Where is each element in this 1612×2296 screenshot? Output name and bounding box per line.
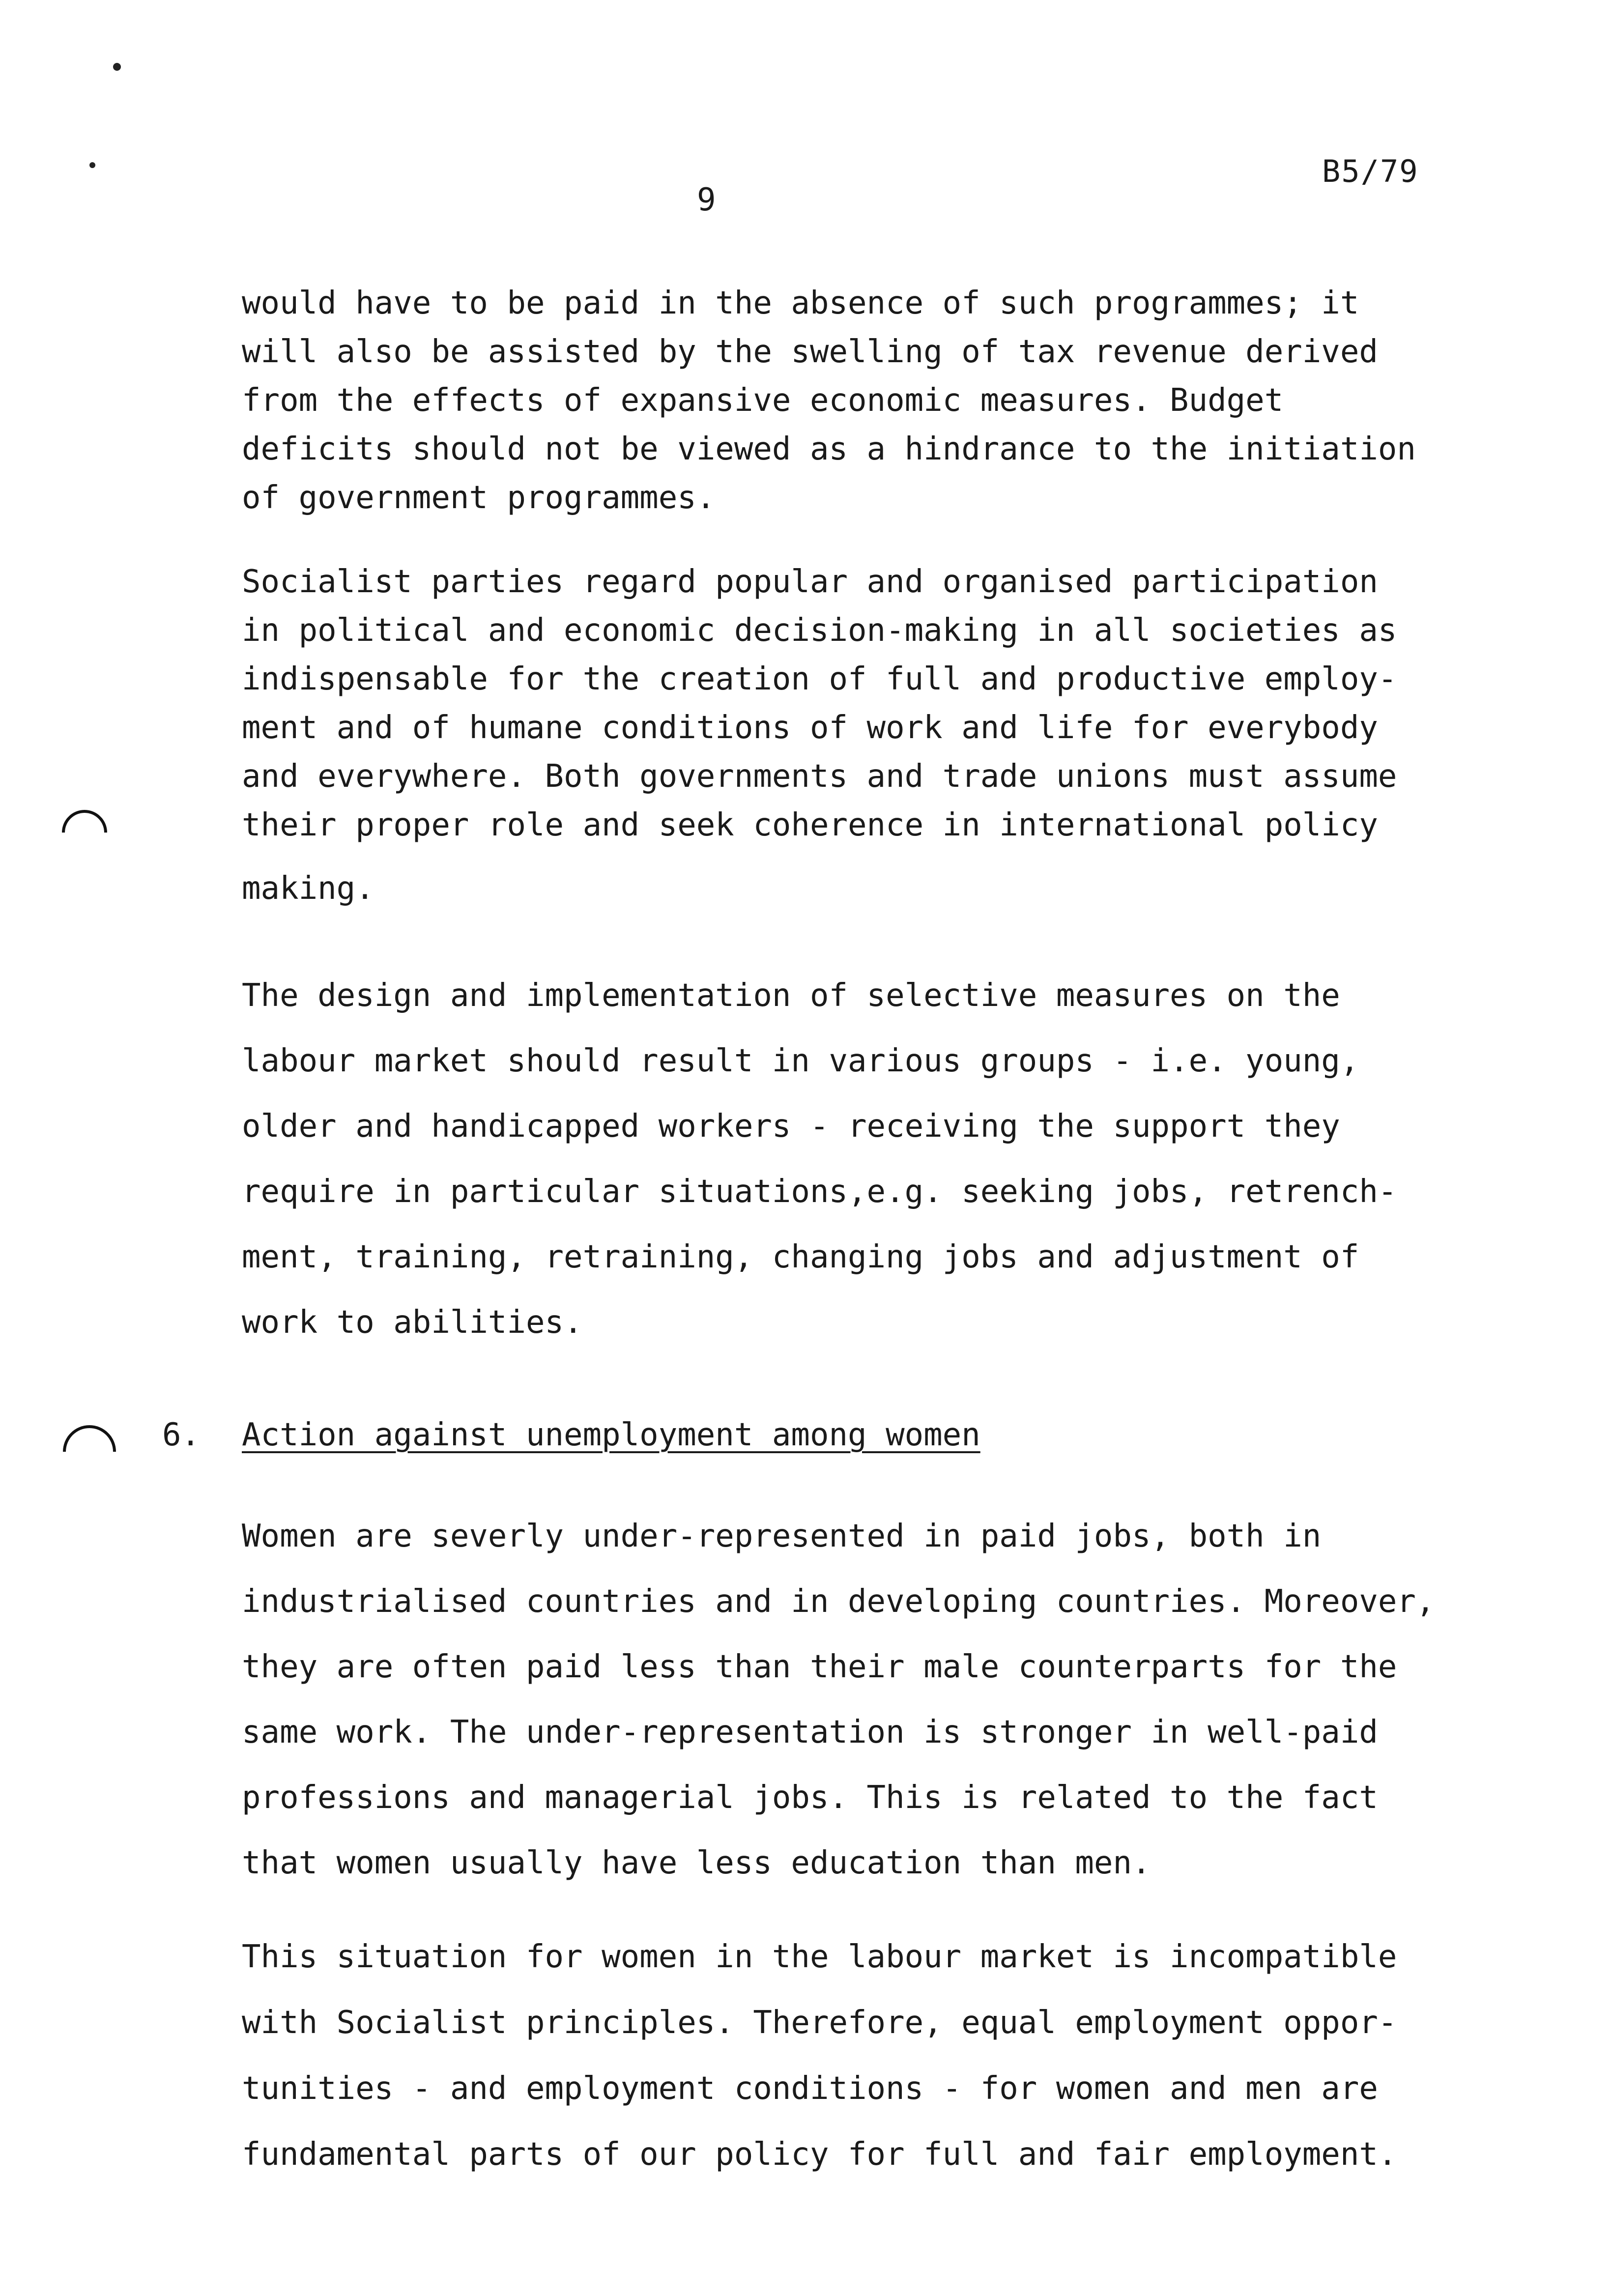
paragraph-5	[242, 1924, 1520, 2187]
text-line: deficits should not be viewed as a hindrance to the initiation	[242, 431, 1416, 467]
text-line: tunities - and employment conditions - for women and men are	[242, 2070, 1378, 2107]
text-line: professions and managerial jobs. This is related to the fact	[242, 1779, 1378, 1816]
text-line: with Socialist principles. Therefore, equal employment oppor-	[242, 2005, 1397, 2041]
text-line: Women are severly under-represented in paid jobs, both in	[242, 1518, 1322, 1554]
text-line: from the effects of expansive economic measures. Budget	[242, 382, 1284, 419]
text-line: same work. The under-representation is stronger in well-paid	[242, 1714, 1378, 1751]
text-line: they are often paid less than their male counterparts for the	[242, 1649, 1397, 1685]
text-line: Socialist parties regard popular and organised participation	[242, 564, 1378, 600]
text-line: older and handicapped workers - receiving the support they	[242, 1108, 1340, 1145]
text-line: work to abilities.	[242, 1304, 583, 1341]
document-reference: B5/79	[1322, 153, 1419, 189]
text-line: labour market should result in various groups - i.e. young,	[242, 1043, 1359, 1079]
text-line: require in particular situations,e.g. seeking jobs, retrench-	[242, 1174, 1397, 1210]
text-line: ment and of humane conditions of work and life for everybody	[242, 710, 1378, 746]
text-line: would have to be paid in the absence of such programmes; it	[242, 285, 1359, 321]
paragraph-1	[242, 279, 1520, 522]
text-line: This situation for women in the labour market is incompatible	[242, 1939, 1397, 1975]
text-line: industrialised countries and in developing countries. Moreover,	[242, 1583, 1435, 1620]
scan-speck	[89, 162, 95, 168]
text-line: will also be assisted by the swelling of tax revenue derived	[242, 334, 1378, 370]
text-line: making.	[242, 870, 374, 907]
hole-punch-mark	[53, 801, 116, 864]
paragraph-3	[242, 963, 1520, 1355]
text-line: that women usually have less education than men.	[242, 1845, 1151, 1881]
section-heading: Action against unemployment among women	[242, 1417, 980, 1453]
text-line: fundamental parts of our policy for full and fair employment.	[242, 2136, 1397, 2173]
text-line: and everywhere. Both governments and trade unions must assume	[242, 758, 1397, 795]
paragraph-4	[242, 1504, 1520, 1896]
paragraph-2	[242, 558, 1520, 913]
text-line: indispensable for the creation of full and productive employ-	[242, 661, 1397, 697]
hole-punch-mark	[52, 1414, 127, 1490]
section-number: 6.	[162, 1417, 201, 1453]
scan-speck	[113, 63, 121, 71]
text-line: ment, training, retraining, changing jobs and adjustment of	[242, 1239, 1359, 1275]
text-line: their proper role and seek coherence in international policy	[242, 807, 1378, 843]
text-line: The design and implementation of selective measures on the	[242, 977, 1340, 1014]
text-line: of government programmes.	[242, 480, 716, 516]
page-number: 9	[697, 182, 716, 218]
text-line: in political and economic decision-making in all societies as	[242, 612, 1397, 649]
